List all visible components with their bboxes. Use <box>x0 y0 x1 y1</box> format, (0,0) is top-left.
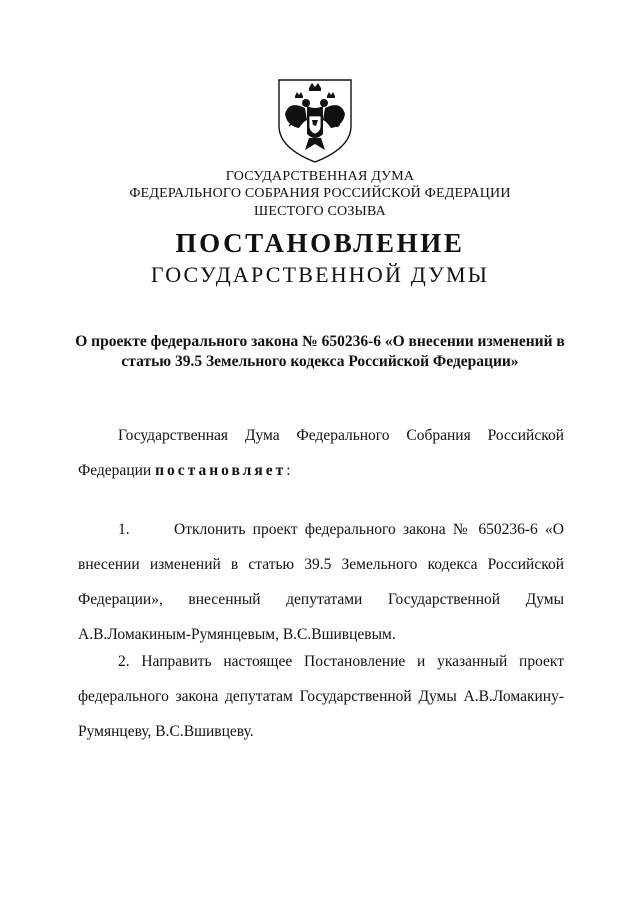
resolution-verb: постановляет <box>155 462 287 479</box>
convocation-line: ШЕСТОГО СОЗЫВА <box>254 204 386 219</box>
intro-paragraph <box>78 418 564 488</box>
document-subject: О проекте федерального закона № 650236-6 «О внесении изменений в статью 39.5 Земельного кодекса Российской Федерации» <box>75 333 565 370</box>
intro-text: Государственная Дума Федерального Собрания Российской Федерации <box>78 427 564 479</box>
resolution-item-1 <box>78 512 564 652</box>
intro-colon: : <box>286 462 291 479</box>
document-type-title: ПОСТАНОВЛЕНИЕ <box>175 228 465 258</box>
org-name-line1: ГОСУДАРСТВЕННАЯ ДУМА <box>225 169 415 184</box>
org-name-line2: ФЕДЕРАЛЬНОГО СОБРАНИЯ РОССИЙСКОЙ ФЕДЕРАЦИИ <box>129 186 511 201</box>
item-1-text: Отклонить проект федерального закона № 650236-6 «О внесении изменений в статью 39.5 Земельного кодекса Российской Федерации», внесенный депутатами Государственной Думы А.В.Ломакиным-Румянцевым, В.С.Вшивцевым. <box>78 521 564 643</box>
resolution-item-2: 2. Направить настоящее Постановление и указанный проект федерального закона депутатам Государственной Думы А.В.Ломакину-Румянцеву, В.С.Вшивцеву. <box>78 653 564 740</box>
russian-coat-of-arms-icon <box>275 76 355 164</box>
item-1-number: 1. <box>118 521 130 538</box>
document-issuer-title: ГОСУДАРСТВЕННОЙ ДУМЫ <box>150 262 490 287</box>
